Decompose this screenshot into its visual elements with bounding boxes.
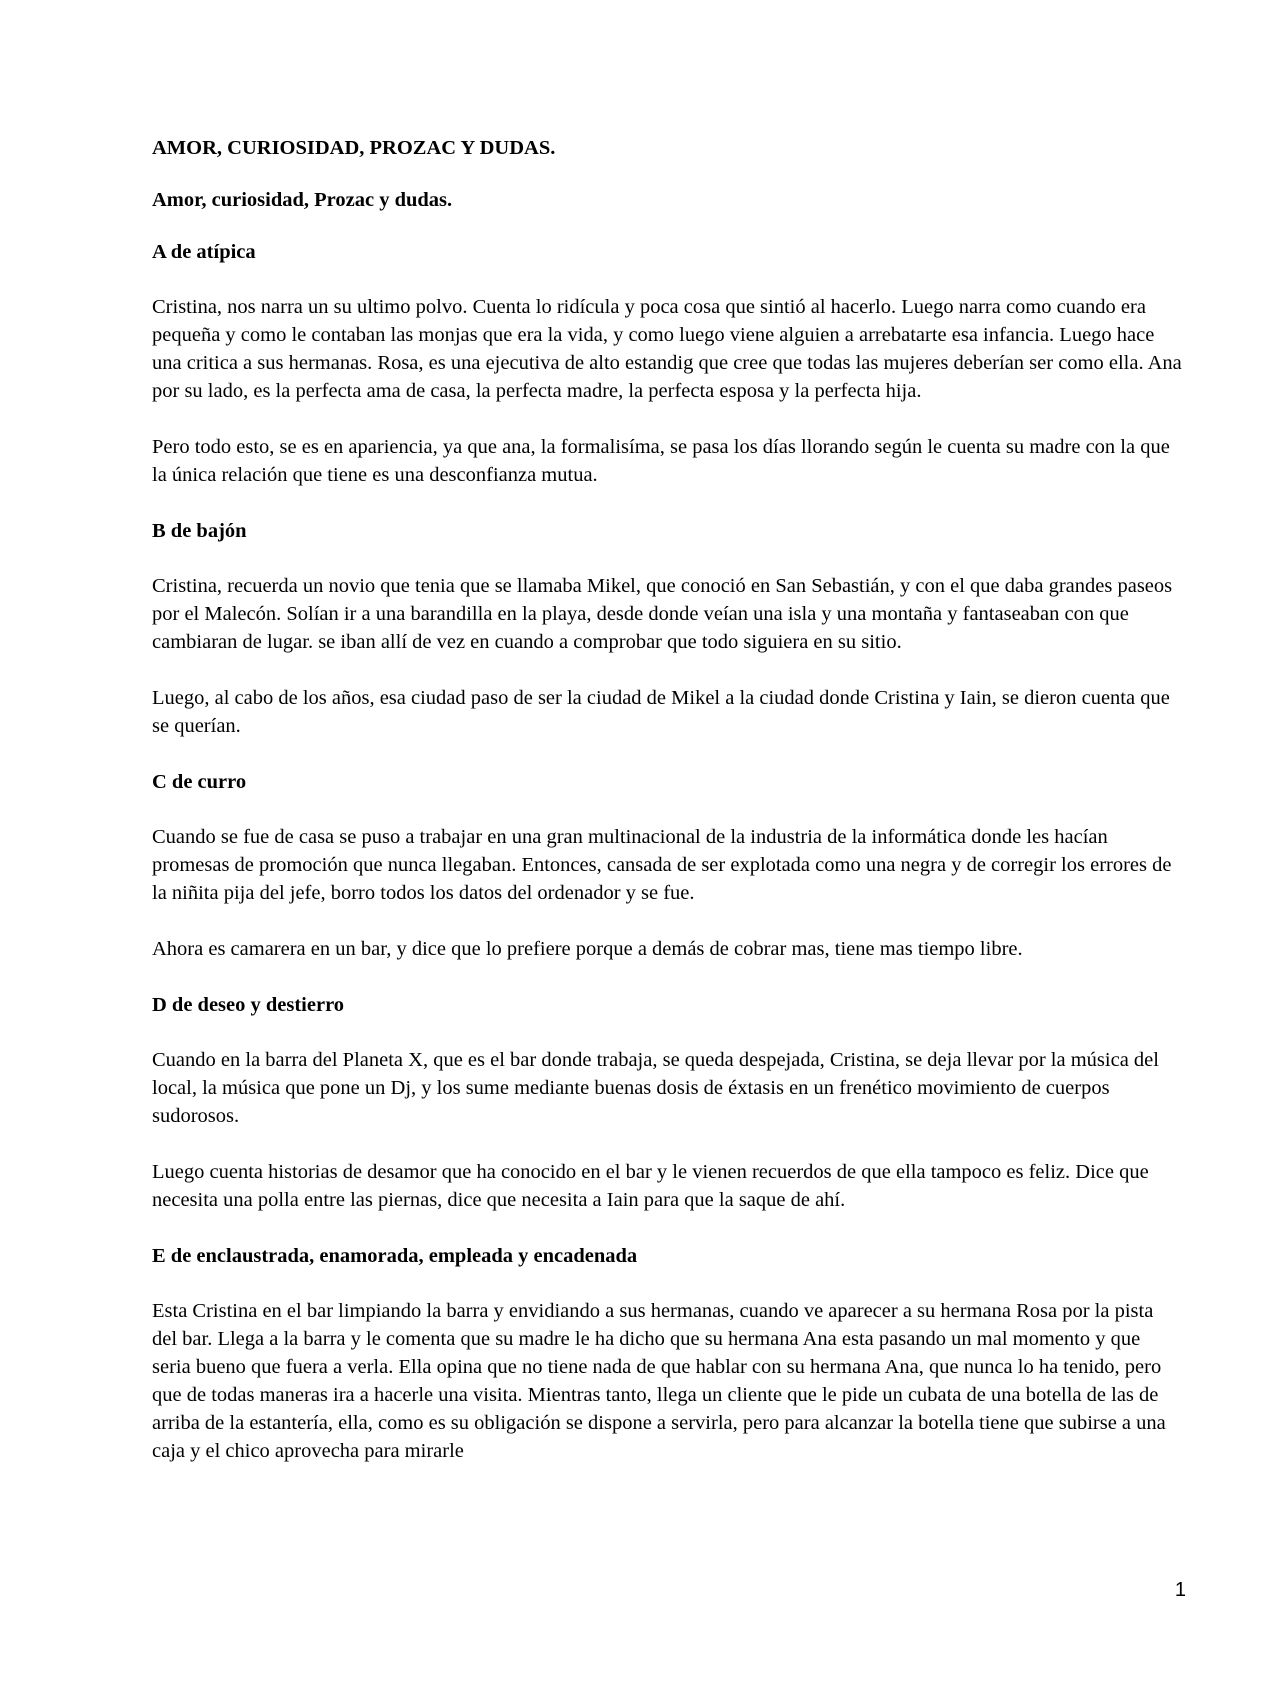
section-e — [152, 1242, 1182, 1465]
paragraph: Cuando en la barra del Planeta X, que es el bar donde trabaja, se queda despejada, Cristina, se deja llevar por la música del local, la música que pone un Dj, y los sume mediante buenas dosis de éxtasis en un frenético movimiento de cuerpos sudorosos. — [152, 1049, 1159, 1127]
section-heading: C de curro — [152, 771, 247, 793]
paragraph: Luego, al cabo de los años, esa ciudad paso de ser la ciudad de Mikel a la ciudad donde Cristina y Iain, se dieron cuenta que se querían. — [152, 687, 1170, 737]
paragraph: Cuando se fue de casa se puso a trabajar en una gran multinacional de la industria de la informática donde les hacían promesas de promoción que nunca llegaban. Entonces, cansada de ser explotada como una negra y de corregir los errores de la niñita pija del jefe, borro todos los datos del ordenador y se fue. — [152, 826, 1172, 904]
document-subtitle: Amor, curiosidad, Prozac y dudas. — [152, 189, 453, 211]
section-heading: D de deseo y destierro — [152, 994, 345, 1016]
paragraph: Esta Cristina en el bar limpiando la barra y envidiando a sus hermanas, cuando ve aparecer a su hermana Rosa por la pista del bar. Llega a la barra y le comenta que su madre le ha dicho que su hermana Ana esta pasando un mal momento y que seria bueno que fuera a verla. Ella opina que no tiene nada de que hablar con su hermana Ana, que nunca lo ha tenido, pero que de todas maneras ira a hacerle una visita. Mientras tanto, llega un cliente que le pide un cubata de una botella de las de arriba de la estantería, ella, como es su obligación se dispone a servirla, pero para alcanzar la botella tiene que subirse a una caja y el chico aprovecha para mirarle — [152, 1300, 1166, 1462]
section-heading: B de bajón — [152, 520, 247, 542]
section-d — [152, 991, 1182, 1214]
paragraph: Luego cuenta historias de desamor que ha conocido en el bar y le vienen recuerdos de que ella tampoco es feliz. Dice que necesita una polla entre las piernas, dice que necesita a Iain para que la saque de ahí. — [152, 1161, 1149, 1211]
page-number: 1 — [1174, 1579, 1186, 1601]
page-content — [152, 134, 1182, 1493]
paragraph: Pero todo esto, se es en apariencia, ya que ana, la formalisíma, se pasa los días llorando según le cuenta su madre con la que la única relación que tiene es una desconfianza mutua. — [152, 436, 1170, 486]
paragraph: Cristina, nos narra un su ultimo polvo. Cuenta lo ridícula y poca cosa que sintió al hacerlo. Luego narra como cuando era pequeña y como le contaban las monjas que era la vida, y como luego viene alguien a arrebatarte esa infancia. Luego hace una critica a sus hermanas. Rosa, es una ejecutiva de alto estandig que cree que todas las mujeres deberían ser como ella. Ana por su lado, es la perfecta ama de casa, la perfecta madre, la perfecta esposa y la perfecta hija. — [152, 296, 1182, 402]
document-title: AMOR, CURIOSIDAD, PROZAC Y DUDAS. — [152, 137, 556, 159]
section-a — [152, 238, 1182, 489]
paragraph: Cristina, recuerda un novio que tenia que se llamaba Mikel, que conoció en San Sebastián, y con el que daba grandes paseos por el Malecón. Solían ir a una barandilla en la playa, desde donde veían una isla y una montaña y fantaseaban con que cambiaran de lugar. se iban allí de vez en cuando a comprobar que todo siguiera en su sitio. — [152, 575, 1173, 653]
section-c — [152, 768, 1182, 963]
section-heading: A de atípica — [152, 241, 256, 263]
paragraph: Ahora es camarera en un bar, y dice que lo prefiere porque a demás de cobrar mas, tiene mas tiempo libre. — [152, 938, 1023, 960]
section-heading: E de enclaustrada, enamorada, empleada y encadenada — [152, 1245, 638, 1267]
section-b — [152, 517, 1182, 740]
